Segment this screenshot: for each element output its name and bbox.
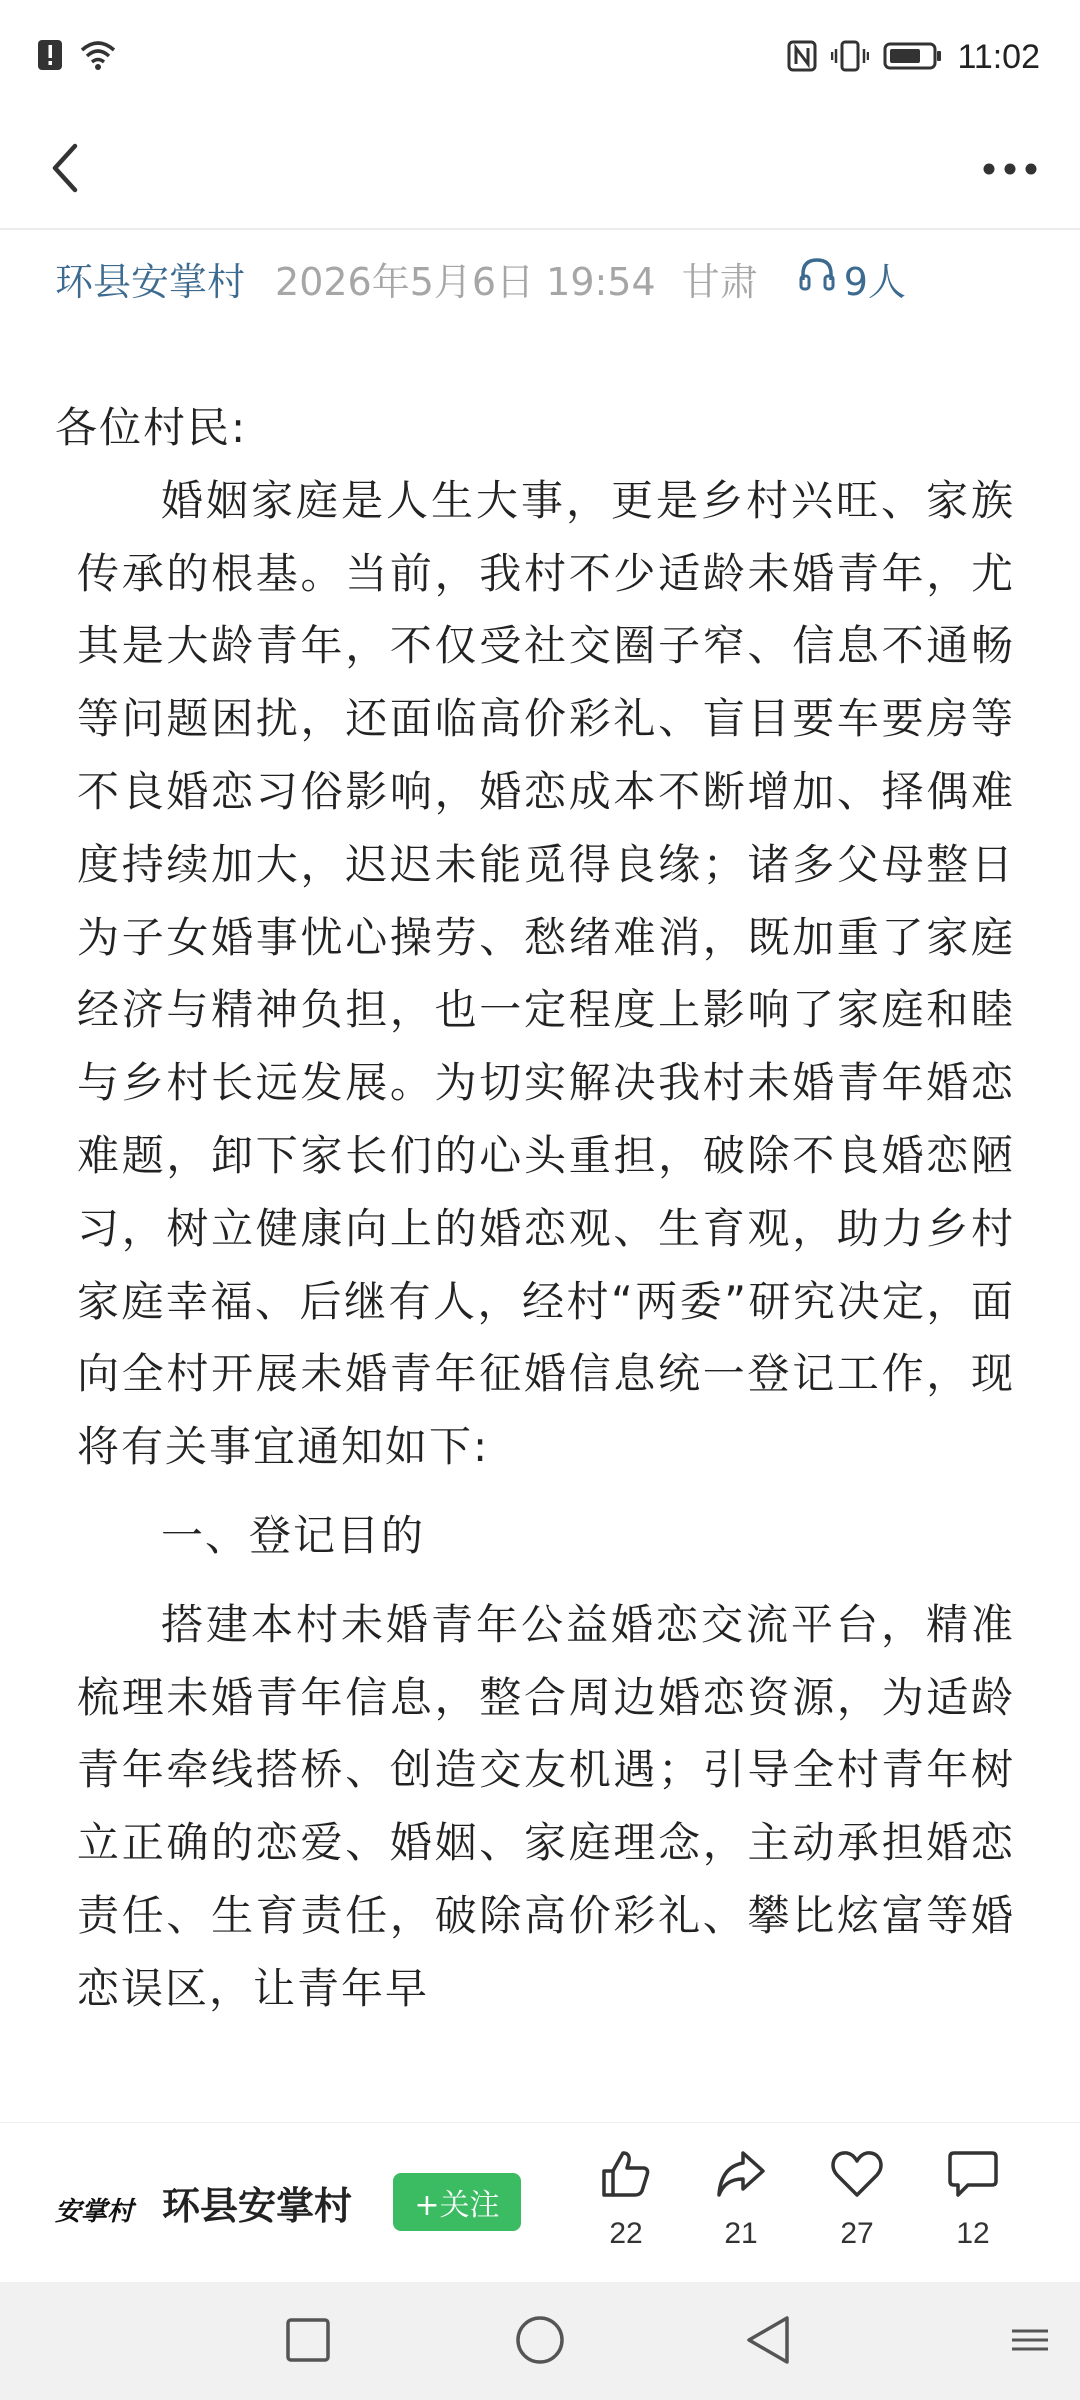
account-logo[interactable]: 安掌村 <box>55 2197 134 2227</box>
wifi-icon <box>78 38 118 76</box>
author-link[interactable]: 环县安掌村 <box>55 259 246 304</box>
heart-icon <box>830 2149 884 2203</box>
publish-region: 甘肃 <box>681 259 758 304</box>
section-paragraph: 搭建本村未婚青年公益婚恋交流平台，精准梳理未婚青年信息，整合周边婚恋资源，为适龄青年牵线搭桥、创造交友机遇；引导全村青年树立正确的恋爱、婚姻、家庭理念，主动承担婚恋责任、生育责任，破除高价彩礼、攀比炫富等婚恋误区，让青年早 <box>77 1599 1015 2013</box>
favorite-button[interactable] <box>812 2149 902 2251</box>
favorite-count: 27 <box>840 2217 874 2250</box>
nfc-icon <box>787 39 817 77</box>
listener-count: 9人 <box>843 259 906 304</box>
more-options-button[interactable] <box>970 130 1050 210</box>
comment-button[interactable] <box>928 2149 1018 2251</box>
square-icon <box>284 2316 332 2368</box>
bottom-action-bar <box>0 2122 1080 2282</box>
intro-paragraph: 婚姻家庭是人生大事，更是乡村兴旺、家族传承的根基。当前，我村不少适龄未婚青年，尤其是大龄青年，不仅受社交圈子窄、信息不通畅等问题困扰，还面临高价彩礼、盲目要车要房等不良婚恋习俗影响，婚恋成本不断增加、择偶难度持续加大，迟迟未能觅得良缘；诸多父母整日为子女婚事忧心操劳、愁绪难消，既加重了家庭经济与精神负担，也一定程度上影响了家庭和睦与乡村长远发展。为切实解决我村未婚青年婚恋难题，卸下家长们的心头重担，破除不良婚恋陋习，树立健康向上的婚恋观、生育观，助力乡村家庭幸福、后继有人，经村“两委”研究决定，面向全村开展未婚青年征婚信息统一登记工作，现将有关事宜通知如下: <box>77 475 1015 1472</box>
menu-lines-icon <box>1008 2325 1052 2359</box>
section-heading: 一、登记目的 <box>161 1510 426 1560</box>
article-meta <box>55 248 1040 308</box>
recent-apps-button[interactable] <box>278 2312 338 2372</box>
chevron-left-icon <box>47 140 83 200</box>
like-count: 22 <box>609 2217 643 2250</box>
nav-divider <box>0 228 1080 230</box>
status-right <box>787 38 1040 77</box>
listen-button[interactable] <box>798 251 906 306</box>
headphones-icon <box>798 256 836 301</box>
status-bar <box>0 0 1080 110</box>
back-button[interactable] <box>30 130 100 210</box>
follow-button[interactable]: +关注 <box>393 2173 521 2231</box>
comment-bubble-icon <box>946 2149 1000 2203</box>
account-name[interactable]: 环县安掌村 <box>162 2184 353 2228</box>
back-nav-button[interactable] <box>738 2312 798 2372</box>
share-count: 21 <box>724 2217 758 2250</box>
like-button[interactable] <box>581 2149 671 2251</box>
system-nav-bar <box>0 2282 1080 2400</box>
share-arrow-icon <box>715 2149 767 2203</box>
status-left <box>36 38 118 76</box>
publish-datetime: 2026年5月6日 19:54 <box>275 259 656 304</box>
home-button[interactable] <box>510 2312 570 2372</box>
triangle-back-icon <box>743 2314 793 2370</box>
thumbs-up-icon <box>600 2149 652 2203</box>
article-body <box>55 392 1015 2026</box>
alert-icon <box>36 38 66 76</box>
top-nav-bar <box>0 110 1080 228</box>
status-time: 11:02 <box>957 38 1040 76</box>
vibrate-icon <box>831 39 869 77</box>
battery-icon <box>883 39 943 77</box>
share-button[interactable] <box>696 2149 786 2251</box>
greeting: 各位村民: <box>55 403 248 452</box>
menu-lines-button[interactable] <box>1000 2312 1060 2372</box>
circle-icon <box>514 2314 566 2370</box>
more-dots-icon <box>982 161 1038 180</box>
comment-count: 12 <box>956 2217 990 2250</box>
